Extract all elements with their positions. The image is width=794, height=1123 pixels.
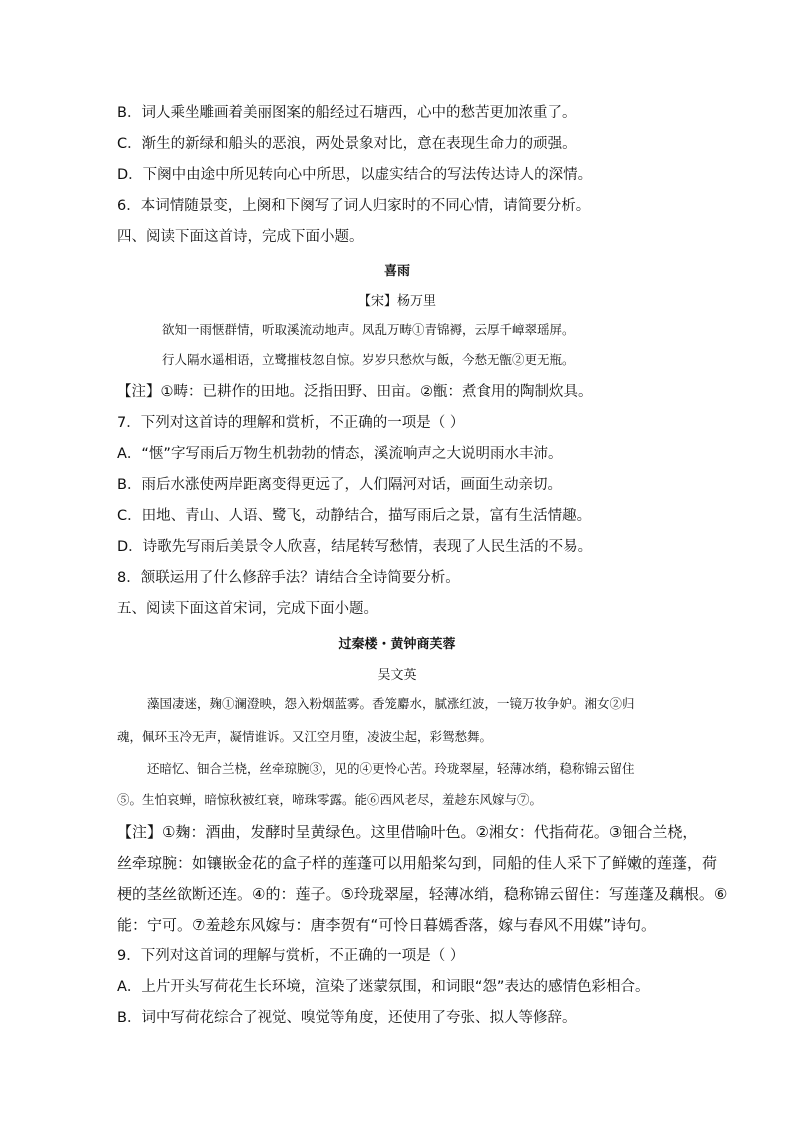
q7-stem: 7．下列对这首诗的理解和赏析，不正确的一项是（ ） — [117, 415, 465, 431]
q5-option-c: C．渐生的新绿和船头的恶浪，两处景象对比，意在表现生命力的顽强。 — [117, 136, 577, 152]
section-4-heading: 四、阅读下面这首诗，完成下面小题。 — [117, 229, 364, 245]
q7-option-c: C．田地、青山、人语、鹭飞，动静结合，描写雨后之景，富有生活情趣。 — [117, 508, 592, 524]
q9-option-b: B．词中写荷花综合了视觉、嗅觉等角度，还使用了夸张、拟人等修辞。 — [117, 1010, 577, 1026]
poem1-line-2: 行人隔水遥相语，立鹭摧枝忽自惊。岁岁只愁炊与飯，今愁无甑②更无瓶。 — [162, 352, 575, 367]
section-5-heading: 五、阅读下面这首宋词，完成下面小题。 — [117, 601, 378, 617]
poem2-note-line-1: 【注】①麹：酒曲，发酵时呈黄绿色。这里借喻叶色。②湘女：代指荷花。③钿合兰桡， — [117, 823, 698, 841]
poem1-line-1: 欲知一雨惬群情，听取溪流动地声。凤乱万畴①青锦褥，云厚千嶂翠瑶屏。 — [162, 322, 575, 337]
q6-stem: 6．本词情随景变，上阕和下阕写了词人归家时的不同心情，请简要分析。 — [117, 198, 591, 214]
q8-stem: 8．颔联运用了什么修辞手法？请结合全诗简要分析。 — [117, 570, 460, 586]
q7-option-d: D．诗歌先写雨后美景令人欣喜，结尾转写愁情，表现了人民生活的不易。 — [117, 539, 593, 555]
poem2-line-3: 还暗忆、钿合兰桡，丝牵琼腕③，见的④更怜心苦。玲珑翠屋，轻薄冰绡，稳称锦云留住 — [147, 761, 635, 776]
poem1-title: 喜雨 — [383, 264, 410, 279]
poem1-note: 【注】①畴：已耕作的田地。泛指田野、田亩。②甑：煮食用的陶制炊具。 — [117, 384, 593, 400]
poem2-note-line-3: 梗的茎丝欲断还连。④的：莲子。⑤玲珑翠屋，轻薄冰绡，稳称锦云留住：写莲蓬及藕根。⑥ — [117, 885, 728, 903]
poem2-line-1: 藻国凄迷，麹①澜澄映，怨入粉烟蓝雾。香笼麝水，腻涨红波，一镜万妆争妒。湘女②归 — [147, 696, 635, 711]
poem2-line-4: ⑤。生怕哀蝉，暗惊秋被红衰，啼珠零露。能⑥西风老尽，羞趁东风嫁与⑦。 — [117, 792, 543, 807]
poem2-note-line-4: 能：宁可。⑦羞趁东风嫁与：唐李贺有“可怜日暮嫣香落，嫁与春风不用媒”诗句。 — [117, 916, 656, 934]
q9-stem: 9．下列对这首词的理解与赏析，不正确的一项是（ ） — [117, 948, 465, 964]
poem2-author: 吴文英 — [377, 668, 417, 683]
poem2-title: 过秦楼・黄钟商芙蓉 — [338, 637, 456, 652]
q5-option-b: B．词人乘坐雕画着美丽图案的船经过石塘西，心中的愁苦更加浓重了。 — [117, 105, 577, 121]
poem2-note-line-2: 丝牵琼腕：如镶嵌金花的盒子样的莲蓬可以用船桨勾到，同船的佳人采下了鲜嫩的莲蓬，荷 — [117, 854, 718, 872]
poem2-line-2: 魂，佩环玉冷无声，凝情谁诉。又江空月堕，凌波尘起，彩鸳愁舞。 — [117, 729, 493, 744]
poem1-author: 【宋】杨万里 — [357, 294, 436, 309]
q7-option-a: A．“惬”字写雨后万物生机勃勃的情态，溪流响声之大说明雨水丰沛。 — [117, 446, 563, 462]
q7-option-b: B．雨后水涨使两岸距离变得更远了，人们隔河对话，画面生动亲切。 — [117, 477, 562, 493]
q5-option-d: D．下阕中由途中所见转向心中所思，以虚实结合的写法传达诗人的深情。 — [117, 167, 593, 183]
q9-option-a: A．上片开头写荷花生长环境，渲染了迷蒙氛围，和词眼“怨”表达的感情色彩相合。 — [117, 979, 650, 995]
